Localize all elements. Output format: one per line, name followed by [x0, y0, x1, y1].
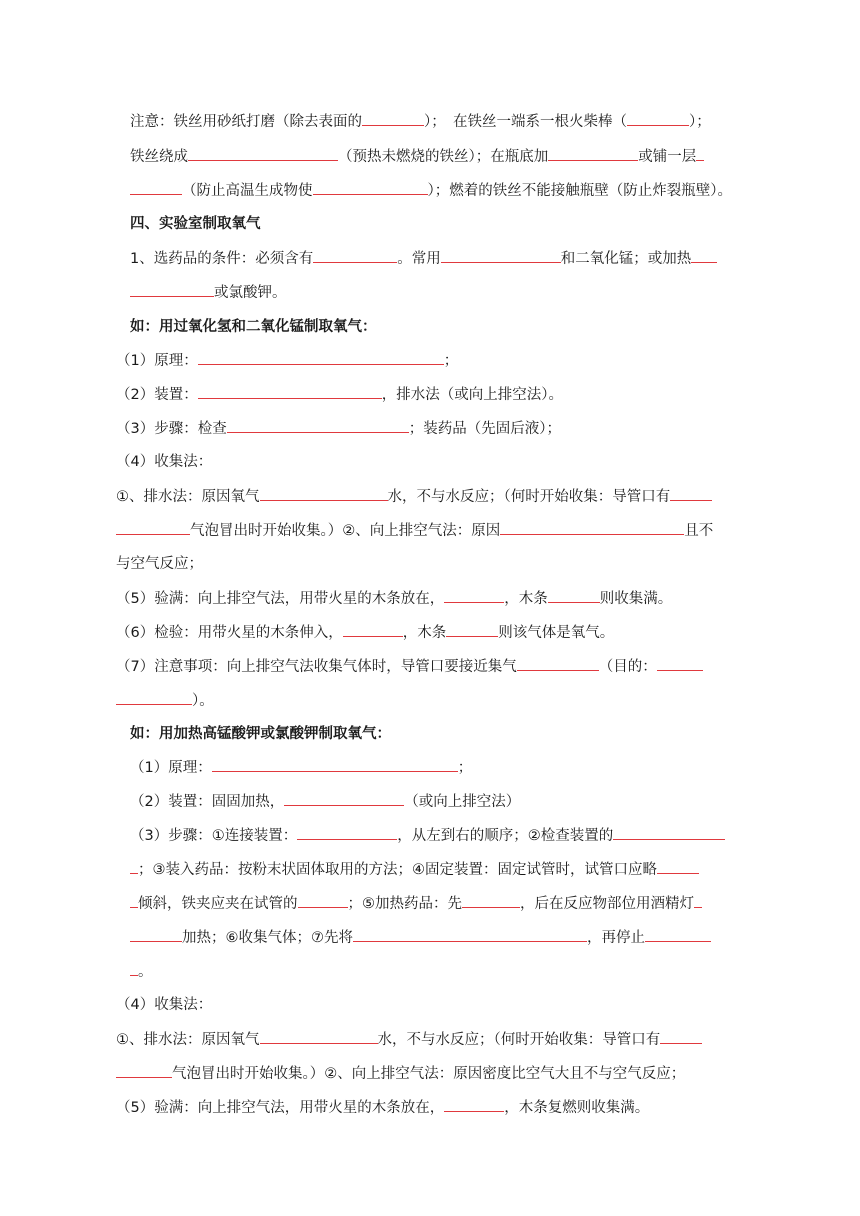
text: ；③装入药品：按粉末状固体取用的方法；④固定装置：固定试管时，试管口应略: [138, 862, 657, 878]
fill-blank[interactable]: [694, 893, 702, 908]
text: ，后在反应物部位用酒精灯: [520, 896, 694, 912]
text-line: [130, 825, 725, 846]
fill-blank[interactable]: [670, 486, 712, 501]
fill-blank[interactable]: [353, 927, 587, 942]
text: 。常用: [397, 251, 441, 267]
fill-blank[interactable]: [313, 180, 428, 195]
fill-blank[interactable]: [313, 248, 397, 263]
text-line: [116, 1029, 702, 1050]
fill-blank[interactable]: [212, 757, 458, 772]
fill-blank[interactable]: [260, 1029, 378, 1044]
text: （3）步骤：检查: [116, 421, 227, 437]
fill-blank[interactable]: [660, 1029, 702, 1044]
text: 水，不与水反应；（何时开始收集：导管口有: [377, 1032, 661, 1048]
text-line: [130, 757, 472, 778]
text: （2）装置：固固加热，: [130, 794, 285, 810]
fill-blank[interactable]: [284, 791, 404, 806]
text: ；: [443, 353, 459, 369]
text: （6）检验：用带火星的木条伸入，: [116, 625, 343, 641]
text-line: 与空气反应；: [116, 556, 203, 572]
fill-blank[interactable]: [130, 282, 214, 297]
text-line: [130, 961, 153, 982]
text: ，再停止: [587, 930, 645, 946]
text-line: [116, 622, 614, 643]
text: （1）原理：: [130, 760, 212, 776]
fill-blank[interactable]: [260, 486, 388, 501]
fill-blank[interactable]: [343, 622, 403, 637]
text-line: [130, 282, 287, 303]
fill-blank[interactable]: [657, 656, 703, 671]
fill-blank[interactable]: [548, 588, 600, 603]
fill-blank[interactable]: [657, 859, 699, 874]
text: （7）注意事项：向上排空气法收集气体时，导管口要接近集气: [116, 659, 517, 675]
text-line: [130, 111, 711, 132]
text: ，从左到右的顺序；②检查装置的: [397, 828, 614, 844]
text: （5）验满：向上排空气法，用带火星的木条放在，: [116, 591, 445, 607]
text: ；: [457, 760, 473, 776]
text: 注意：铁丝用砂纸打磨（除去表面的: [130, 114, 362, 130]
fill-blank[interactable]: [116, 1063, 172, 1078]
text-line: [116, 384, 563, 405]
text: 铁丝绕成: [130, 149, 188, 165]
fill-blank[interactable]: [198, 384, 382, 399]
text: 加热；⑥收集气体；⑦先将: [182, 930, 353, 946]
text-line: （4）收集法：: [116, 997, 213, 1013]
fill-blank[interactable]: [362, 111, 424, 126]
text-line: [116, 520, 713, 541]
text: ；装药品（先固后液）；: [408, 421, 561, 437]
fill-blank[interactable]: [297, 825, 397, 840]
fill-blank[interactable]: [627, 111, 689, 126]
text: 则该气体是氧气。: [498, 625, 615, 641]
text: ）；燃着的铁丝不能接触瓶壁（防止炸裂瓶壁）。: [427, 183, 732, 199]
text-line: [130, 859, 699, 880]
text-line: [116, 690, 214, 711]
text-line: [130, 180, 732, 201]
fill-blank[interactable]: [130, 927, 182, 942]
text-line: [116, 1097, 649, 1118]
text-line: [130, 248, 717, 269]
text-line: [130, 791, 520, 812]
fill-blank[interactable]: [548, 146, 638, 161]
fill-blank[interactable]: [130, 180, 182, 195]
fill-blank[interactable]: [298, 893, 348, 908]
text: ①、排水法：原因氧气: [116, 1032, 260, 1048]
text-line: [130, 146, 704, 167]
text-line: [116, 588, 672, 609]
fill-blank[interactable]: [691, 248, 717, 263]
text: （目的：: [598, 659, 657, 675]
fill-blank[interactable]: [696, 146, 704, 161]
text: 或铺一层: [638, 149, 697, 165]
text-line: [130, 927, 711, 948]
text: ，木条: [504, 591, 548, 607]
text: 倾斜，铁夹应夹在试管的: [138, 896, 298, 912]
subsection-heading: 如：用加热高锰酸钾或氯酸钾制取氧气：: [130, 726, 391, 742]
fill-blank[interactable]: [130, 893, 138, 908]
text: （1）原理：: [116, 353, 198, 369]
text-line: [116, 418, 561, 439]
text: （2）装置：: [116, 387, 198, 403]
text: 和二氧化锰；或加热: [560, 251, 692, 267]
fill-blank[interactable]: [130, 859, 138, 874]
fill-blank[interactable]: [116, 520, 190, 535]
fill-blank[interactable]: [444, 1097, 504, 1112]
text: 则收集满。: [599, 591, 673, 607]
text: （3）步骤：①连接装置：: [130, 828, 298, 844]
fill-blank[interactable]: [130, 961, 138, 976]
fill-blank[interactable]: [198, 350, 444, 365]
text: ，排水法（或向上排空法）。: [381, 387, 563, 403]
fill-blank[interactable]: [446, 622, 498, 637]
text: 水，不与水反应；（何时开始收集：导管口有: [387, 489, 671, 505]
fill-blank[interactable]: [116, 690, 192, 705]
text-line: （4）收集法：: [116, 454, 213, 470]
text: ；⑤加热药品：先: [347, 896, 462, 912]
fill-blank[interactable]: [645, 927, 711, 942]
text-line: [116, 656, 703, 677]
text: （5）验满：向上排空气法，用带火星的木条放在，: [116, 1100, 445, 1116]
fill-blank[interactable]: [517, 656, 599, 671]
fill-blank[interactable]: [444, 588, 504, 603]
text-line: [116, 486, 712, 507]
section-heading: 四、实验室制取氧气: [130, 216, 261, 232]
text: ）；: [689, 114, 711, 130]
text: 或氯酸钾。: [214, 285, 287, 301]
text: ①、排水法：原因氧气: [116, 489, 260, 505]
text: （预热未燃烧的铁丝）；在瓶底加: [338, 149, 549, 165]
fill-blank[interactable]: [613, 825, 725, 840]
fill-blank[interactable]: [188, 146, 338, 161]
text-line: [116, 1063, 685, 1084]
fill-blank[interactable]: [462, 893, 520, 908]
text: ）。: [192, 693, 214, 709]
text-line: [130, 893, 702, 914]
fill-blank[interactable]: [227, 418, 409, 433]
text: 且不: [684, 523, 714, 539]
text-line: [116, 350, 458, 371]
text: 。: [138, 964, 153, 980]
text: 1、选药品的条件：必须含有: [130, 251, 314, 267]
text: 气泡冒出时开始收集。）②、向上排空气法：原因密度比空气大且不与空气反应；: [172, 1066, 686, 1082]
text: 气泡冒出时开始收集。）②、向上排空气法：原因: [190, 523, 501, 539]
subsection-heading: 如：用过氧化氢和二氧化锰制取氧气：: [130, 319, 377, 335]
text: （或向上排空法）: [404, 794, 521, 810]
text: ，木条: [402, 625, 447, 641]
fill-blank[interactable]: [441, 248, 561, 263]
text: ，木条复燃则收集满。: [504, 1100, 650, 1116]
text: （防止高温生成物使: [182, 183, 313, 199]
fill-blank[interactable]: [500, 520, 684, 535]
text: ）； 在铁丝一端系一根火柴棒（: [424, 114, 627, 130]
